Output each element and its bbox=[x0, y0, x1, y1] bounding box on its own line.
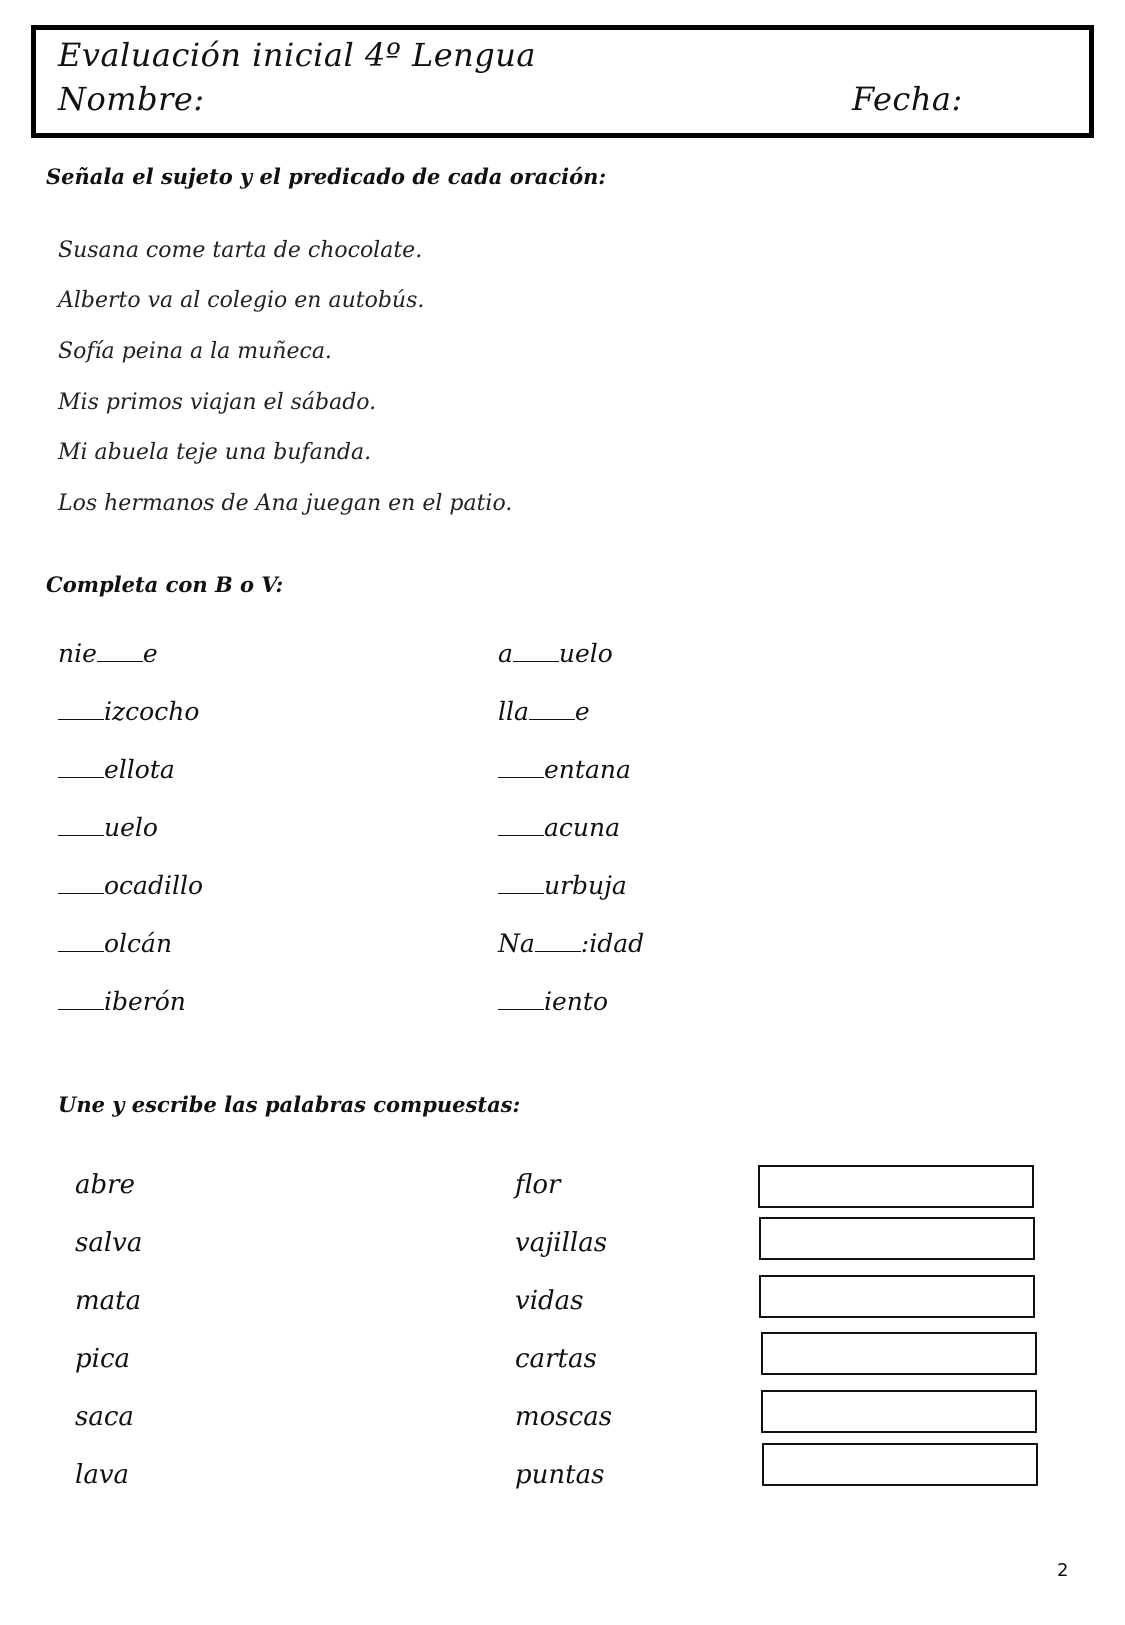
bv-word-suffix: iento bbox=[544, 987, 608, 1016]
bv-word-suffix: entana bbox=[544, 755, 631, 784]
fill-blank[interactable] bbox=[498, 868, 544, 894]
bv-word-suffix: iberón bbox=[104, 987, 186, 1016]
fill-blank[interactable] bbox=[498, 752, 544, 778]
bv-word bbox=[58, 926, 172, 958]
bv-word-suffix: acuna bbox=[544, 813, 621, 842]
bv-word bbox=[498, 636, 613, 668]
fill-blank[interactable] bbox=[58, 810, 104, 836]
name-label: Nombre: bbox=[58, 80, 205, 118]
bv-word-suffix: :idad bbox=[580, 929, 645, 958]
answer-box[interactable] bbox=[759, 1275, 1035, 1318]
sentence-3: Sofía peina a la muñeca. bbox=[58, 339, 332, 364]
word-part-left[interactable]: saca bbox=[75, 1402, 134, 1432]
bv-word-suffix: e bbox=[574, 697, 590, 726]
bv-word bbox=[58, 694, 199, 726]
bv-word-suffix: ellota bbox=[104, 755, 175, 784]
answer-box[interactable] bbox=[759, 1217, 1035, 1260]
bv-word bbox=[498, 868, 627, 900]
fill-blank[interactable] bbox=[58, 868, 104, 894]
word-part-left[interactable]: mata bbox=[75, 1286, 142, 1316]
fill-blank[interactable] bbox=[97, 636, 143, 662]
fill-blank[interactable] bbox=[535, 926, 581, 952]
section1-instruction: Señala el sujeto y el predicado de cada oración: bbox=[46, 164, 607, 189]
bv-word bbox=[498, 810, 620, 842]
word-part-right[interactable]: moscas bbox=[515, 1402, 613, 1432]
sentence-1: Susana come tarta de chocolate. bbox=[58, 238, 423, 263]
fill-blank[interactable] bbox=[58, 752, 104, 778]
answer-box[interactable] bbox=[762, 1443, 1038, 1486]
bv-word bbox=[498, 752, 631, 784]
bv-word-suffix: olcán bbox=[104, 929, 173, 958]
fill-blank[interactable] bbox=[498, 810, 544, 836]
word-part-left[interactable]: abre bbox=[75, 1170, 135, 1200]
sentence-5: Mi abuela teje una bufanda. bbox=[58, 440, 372, 465]
bv-word-prefix: a bbox=[498, 639, 513, 668]
word-part-left[interactable]: lava bbox=[75, 1460, 130, 1490]
fill-blank[interactable] bbox=[58, 984, 104, 1010]
fill-blank[interactable] bbox=[529, 694, 575, 720]
answer-box[interactable] bbox=[761, 1390, 1037, 1433]
worksheet-title: Evaluación inicial 4º Lengua bbox=[58, 36, 536, 74]
section2-instruction: Completa con B o V: bbox=[46, 572, 284, 597]
bv-word bbox=[58, 636, 158, 668]
bv-word bbox=[58, 752, 175, 784]
word-part-right[interactable]: puntas bbox=[515, 1460, 605, 1490]
bv-word bbox=[58, 810, 158, 842]
bv-word bbox=[498, 926, 644, 958]
bv-word bbox=[498, 694, 590, 726]
bv-word bbox=[498, 984, 608, 1016]
bv-word-suffix: urbuja bbox=[544, 871, 627, 900]
word-part-left[interactable]: salva bbox=[75, 1228, 143, 1258]
sentence-6: Los hermanos de Ana juegan en el patio. bbox=[58, 491, 513, 516]
word-part-right[interactable]: flor bbox=[515, 1170, 561, 1200]
bv-word-prefix: Na bbox=[498, 929, 535, 958]
fill-blank[interactable] bbox=[498, 984, 544, 1010]
fill-blank[interactable] bbox=[513, 636, 559, 662]
bv-word bbox=[58, 868, 203, 900]
bv-word-suffix: e bbox=[142, 639, 158, 668]
bv-word-suffix: uelo bbox=[104, 813, 158, 842]
date-label: Fecha: bbox=[852, 80, 963, 118]
bv-word bbox=[58, 984, 186, 1016]
bv-word-suffix: izcocho bbox=[104, 697, 200, 726]
answer-box[interactable] bbox=[761, 1332, 1037, 1375]
sentence-2: Alberto va al colegio en autobús. bbox=[58, 288, 425, 313]
sentence-4: Mis primos viajan el sábado. bbox=[58, 390, 377, 415]
bv-word-suffix: uelo bbox=[558, 639, 613, 668]
word-part-right[interactable]: vidas bbox=[515, 1286, 584, 1316]
section3-instruction: Une y escribe las palabras compuestas: bbox=[58, 1092, 521, 1117]
fill-blank[interactable] bbox=[58, 694, 104, 720]
word-part-right[interactable]: vajillas bbox=[515, 1228, 608, 1258]
answer-box[interactable] bbox=[758, 1165, 1034, 1208]
word-part-left[interactable]: pica bbox=[75, 1344, 131, 1374]
fill-blank[interactable] bbox=[58, 926, 104, 952]
bv-word-prefix: nie bbox=[58, 639, 97, 668]
bv-word-prefix: lla bbox=[498, 697, 529, 726]
bv-word-suffix: ocadillo bbox=[104, 871, 203, 900]
page-number: 2 bbox=[1057, 1560, 1069, 1581]
word-part-right[interactable]: cartas bbox=[515, 1344, 597, 1374]
